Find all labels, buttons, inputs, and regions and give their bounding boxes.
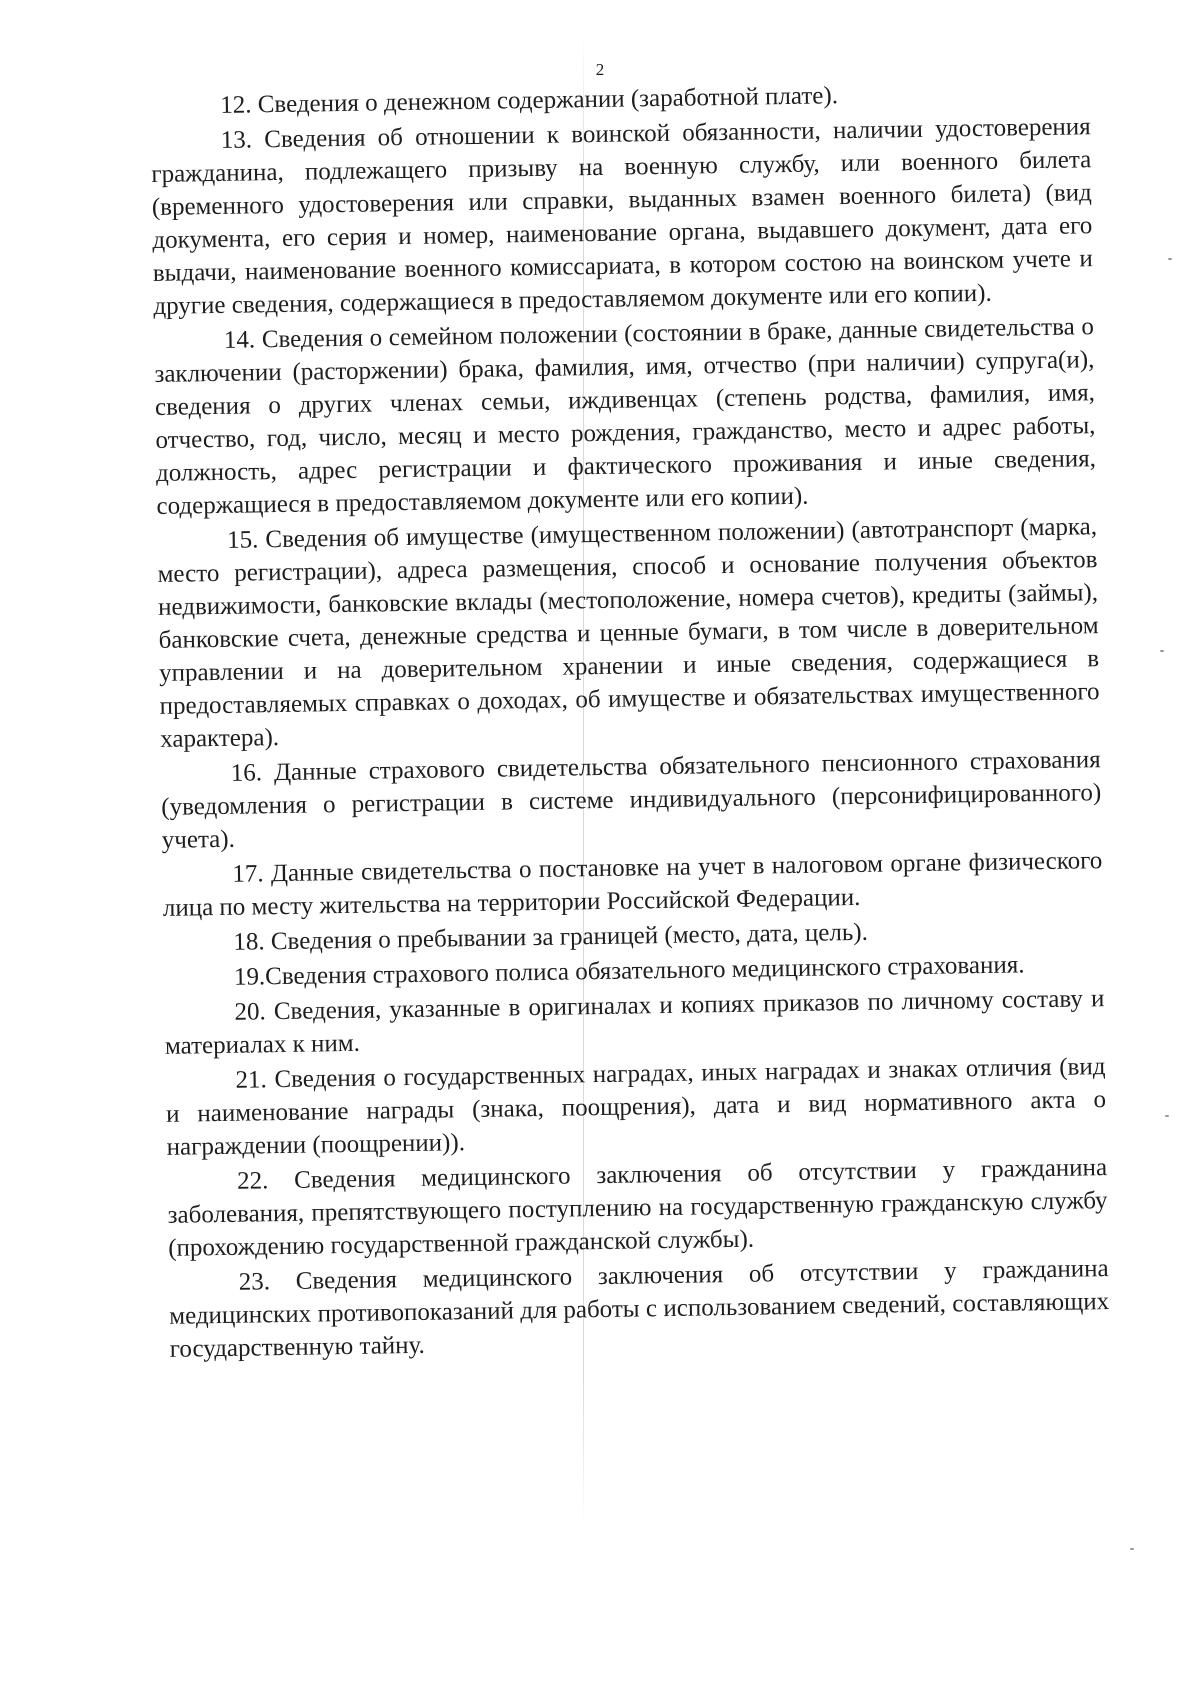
item-19: 19.Сведения страхового полиса обязательного медицинского страхования. <box>233 951 1025 991</box>
item-13: 13. Сведения об отношении к воинской обязанности, наличии удостоверения гражданина, подлежащего призыву на военную службу, или военного билета (временного удостоверения или справки, выданных взамен военного билета) (вид документа, его серия и номер, наименование органа, выдавшего документ, дата его выдачи, наименование военного комиссариата, в котором состою на воинском учете и другие сведения, содержащиеся в предоставляемом документе или его копии). <box>151 113 1093 320</box>
item-21: 21. Сведения о государственных наградах, иных наградах и знаках отличия (вид и наименование награды (знака, поощрения), дата и вид нормативного акта о награждении (поощрении)). <box>165 1053 1107 1161</box>
scan-speck <box>1168 258 1172 260</box>
scan-speck <box>1160 650 1164 652</box>
item-16: 16. Данные страхового свидетельства обязательного пенсионного страхования (уведомления о регистрации в системе индивидуального (персонифицированного) учета). <box>161 746 1102 854</box>
scan-speck <box>1165 1115 1169 1117</box>
item-18: 18. Сведения о пребывании за границей (место, дата, цель). <box>233 918 869 956</box>
document-body <box>150 75 1110 1368</box>
item-17: 17. Данные свидетельства о постановке на учет в налоговом органе физического лица по месту жительства на территории Российской Федерации. <box>162 847 1103 922</box>
item-15: 15. Сведения об имуществе (имущественном положении) (автотранспорт (марка, место регистрации), адреса размещения, способ и основание получения объектов недвижимости, банковские вклады (местоположение, номера счетов), кредиты (займы), банковские счета, денежные средства и ценные бумаги, в том числе в доверительном управлении и на доверительном хранении и иные сведения, содержащиеся в предоставляемых справках о доходах, об имуществе и обязательствах имущественного характера). <box>157 513 1100 753</box>
item-20: 20. Сведения, указанные в оригиналах и копиях приказов по личному составу и материалах к ним. <box>164 985 1105 1060</box>
item-23: 23. Сведения медицинского заключения об отсутствии у гражданина медицинских противопоказаний для работы с использованием сведений, составляющих государственную тайну. <box>169 1255 1110 1363</box>
item-22: 22. Сведения медицинского заключения об отсутствии у гражданина заболевания, препятствующего поступлению на государственную гражданскую службу (прохождению государственной гражданской службы). <box>167 1154 1108 1262</box>
scan-speck <box>1130 1548 1134 1550</box>
item-14: 14. Сведения о семейном положении (состоянии в браке, данные свидетельства о заключении (расторжении) брака, фамилия, имя, отчество (при наличии) супруга(и), сведения о других членах семьи, иждивенцах (степень родства, фамилия, имя, отчество, год, число, месяц и место рождения, гражданство, место и адрес работы, должность, адрес регистрации и фактического проживания и иные сведения, содержащиеся в предоставляемом документе или его копии). <box>154 313 1097 520</box>
page-number: 2 <box>595 60 605 79</box>
item-12: 12. Сведения о денежном содержании (заработной плате). <box>220 82 839 119</box>
